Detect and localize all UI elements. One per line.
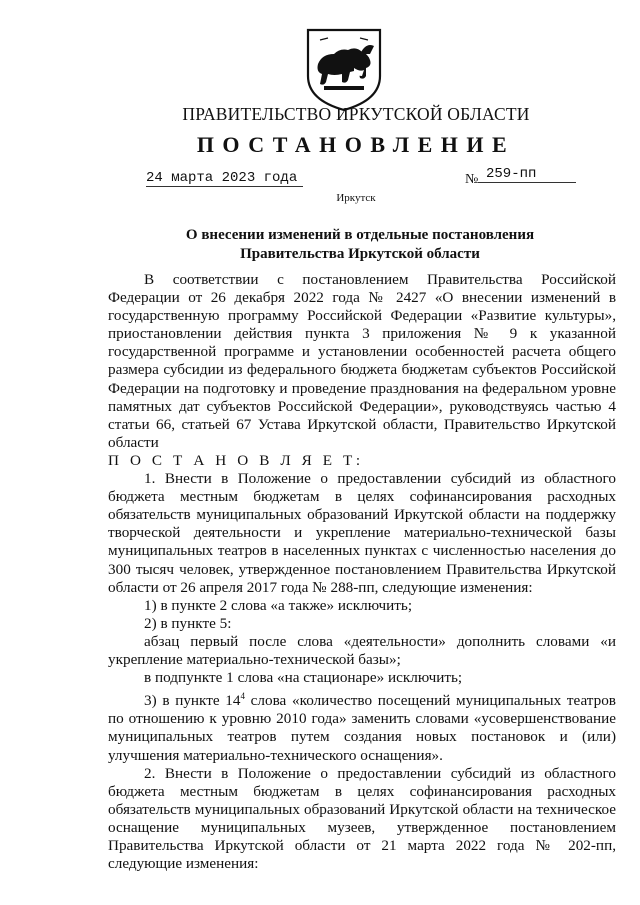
irkutsk-coat-of-arms-icon	[300, 24, 388, 112]
title-line-2: Правительства Иркутской области	[240, 246, 480, 262]
document-title	[100, 226, 620, 264]
number-sign: №	[465, 172, 479, 187]
city: Иркутск	[336, 192, 376, 204]
item-1: 1. Внести в Положение о предоставлении субсидий из областного бюджета местным бюджетам в целях софинансирования расходных обязательств муниципальных образований Иркутской области на поддержку творческой деятельности и укрепление материально-технической базы муниципальных театров в населенных пунктах с численностью населения до 300 тысяч человек, утвержденное постановлением Правительства Иркутской области от 26 апреля 2017 года № 288-пп, следующие изменения:	[108, 470, 616, 596]
government-name: ПРАВИТЕЛЬСТВО ИРКУТСКОЙ ОБЛАСТИ	[182, 104, 530, 124]
title-line-1: О внесении изменений в отдельные постановления	[185, 227, 535, 243]
item-1-3-sup: 4	[240, 691, 245, 702]
document-body	[108, 271, 616, 873]
item-1-2: 2) в пункте 5:	[144, 614, 232, 632]
item-1-3-pre: 3) в пункте 14	[144, 692, 241, 710]
item-1-1: 1) в пункте 2 слова «а также» исключить;	[144, 596, 413, 614]
item-1-2b: в подпункте 1 слова «на стационаре» исключить;	[144, 669, 463, 687]
item-1-3	[108, 687, 616, 764]
document-kind: ПОСТАНОВЛЕНИЕ	[196, 132, 516, 157]
item-1-3-post: слова «количество посещений муниципальных театров по отношению к уровню 2010 года» заменить словами «усовершенствование муниципальных театров путем создания новых постановок и (или) улучшения материально-технического оснащения».	[108, 692, 616, 764]
item-1-2a: абзац первый после слова «деятельности» дополнить словами «и укрепление материально-технической базы»;	[108, 632, 616, 668]
document-number: 259-пп	[478, 166, 576, 183]
decree-word: П О С Т А Н О В Л Я Е Т:	[108, 451, 364, 469]
item-2: 2. Внести в Положение о предоставлении субсидий из областного бюджета местным бюджетам в целях софинансирования расходных обязательств муниципальных образований Иркутской области на техническое оснащение муниципальных музеев, утвержденное постановлением Правительства Иркутской области от 21 марта 2022 года № 202-пп, следующие изменения:	[108, 764, 616, 873]
intro-paragraph: В соответствии с постановлением Правительства Российской Федерации от 26 декабря 2022 года № 2427 «О внесении изменений в государственную программу Российской Федерации «Развитие культуры», приостановлении действия пункта 3 приложения № 9 к указанной государственной программе и установлении особенностей расчета общего размера субсидии из федерального бюджета бюджетам субъектов Российской Федерации на подготовку и проведение празднования на федеральном уровне памятных дат субъектов Российской Федерации», руководствуясь частью 4 статьи 66, статьей 67 Устава Иркутской области, Правительство Иркутской области	[108, 271, 616, 451]
document-date: 24 марта 2023 года	[146, 170, 303, 187]
